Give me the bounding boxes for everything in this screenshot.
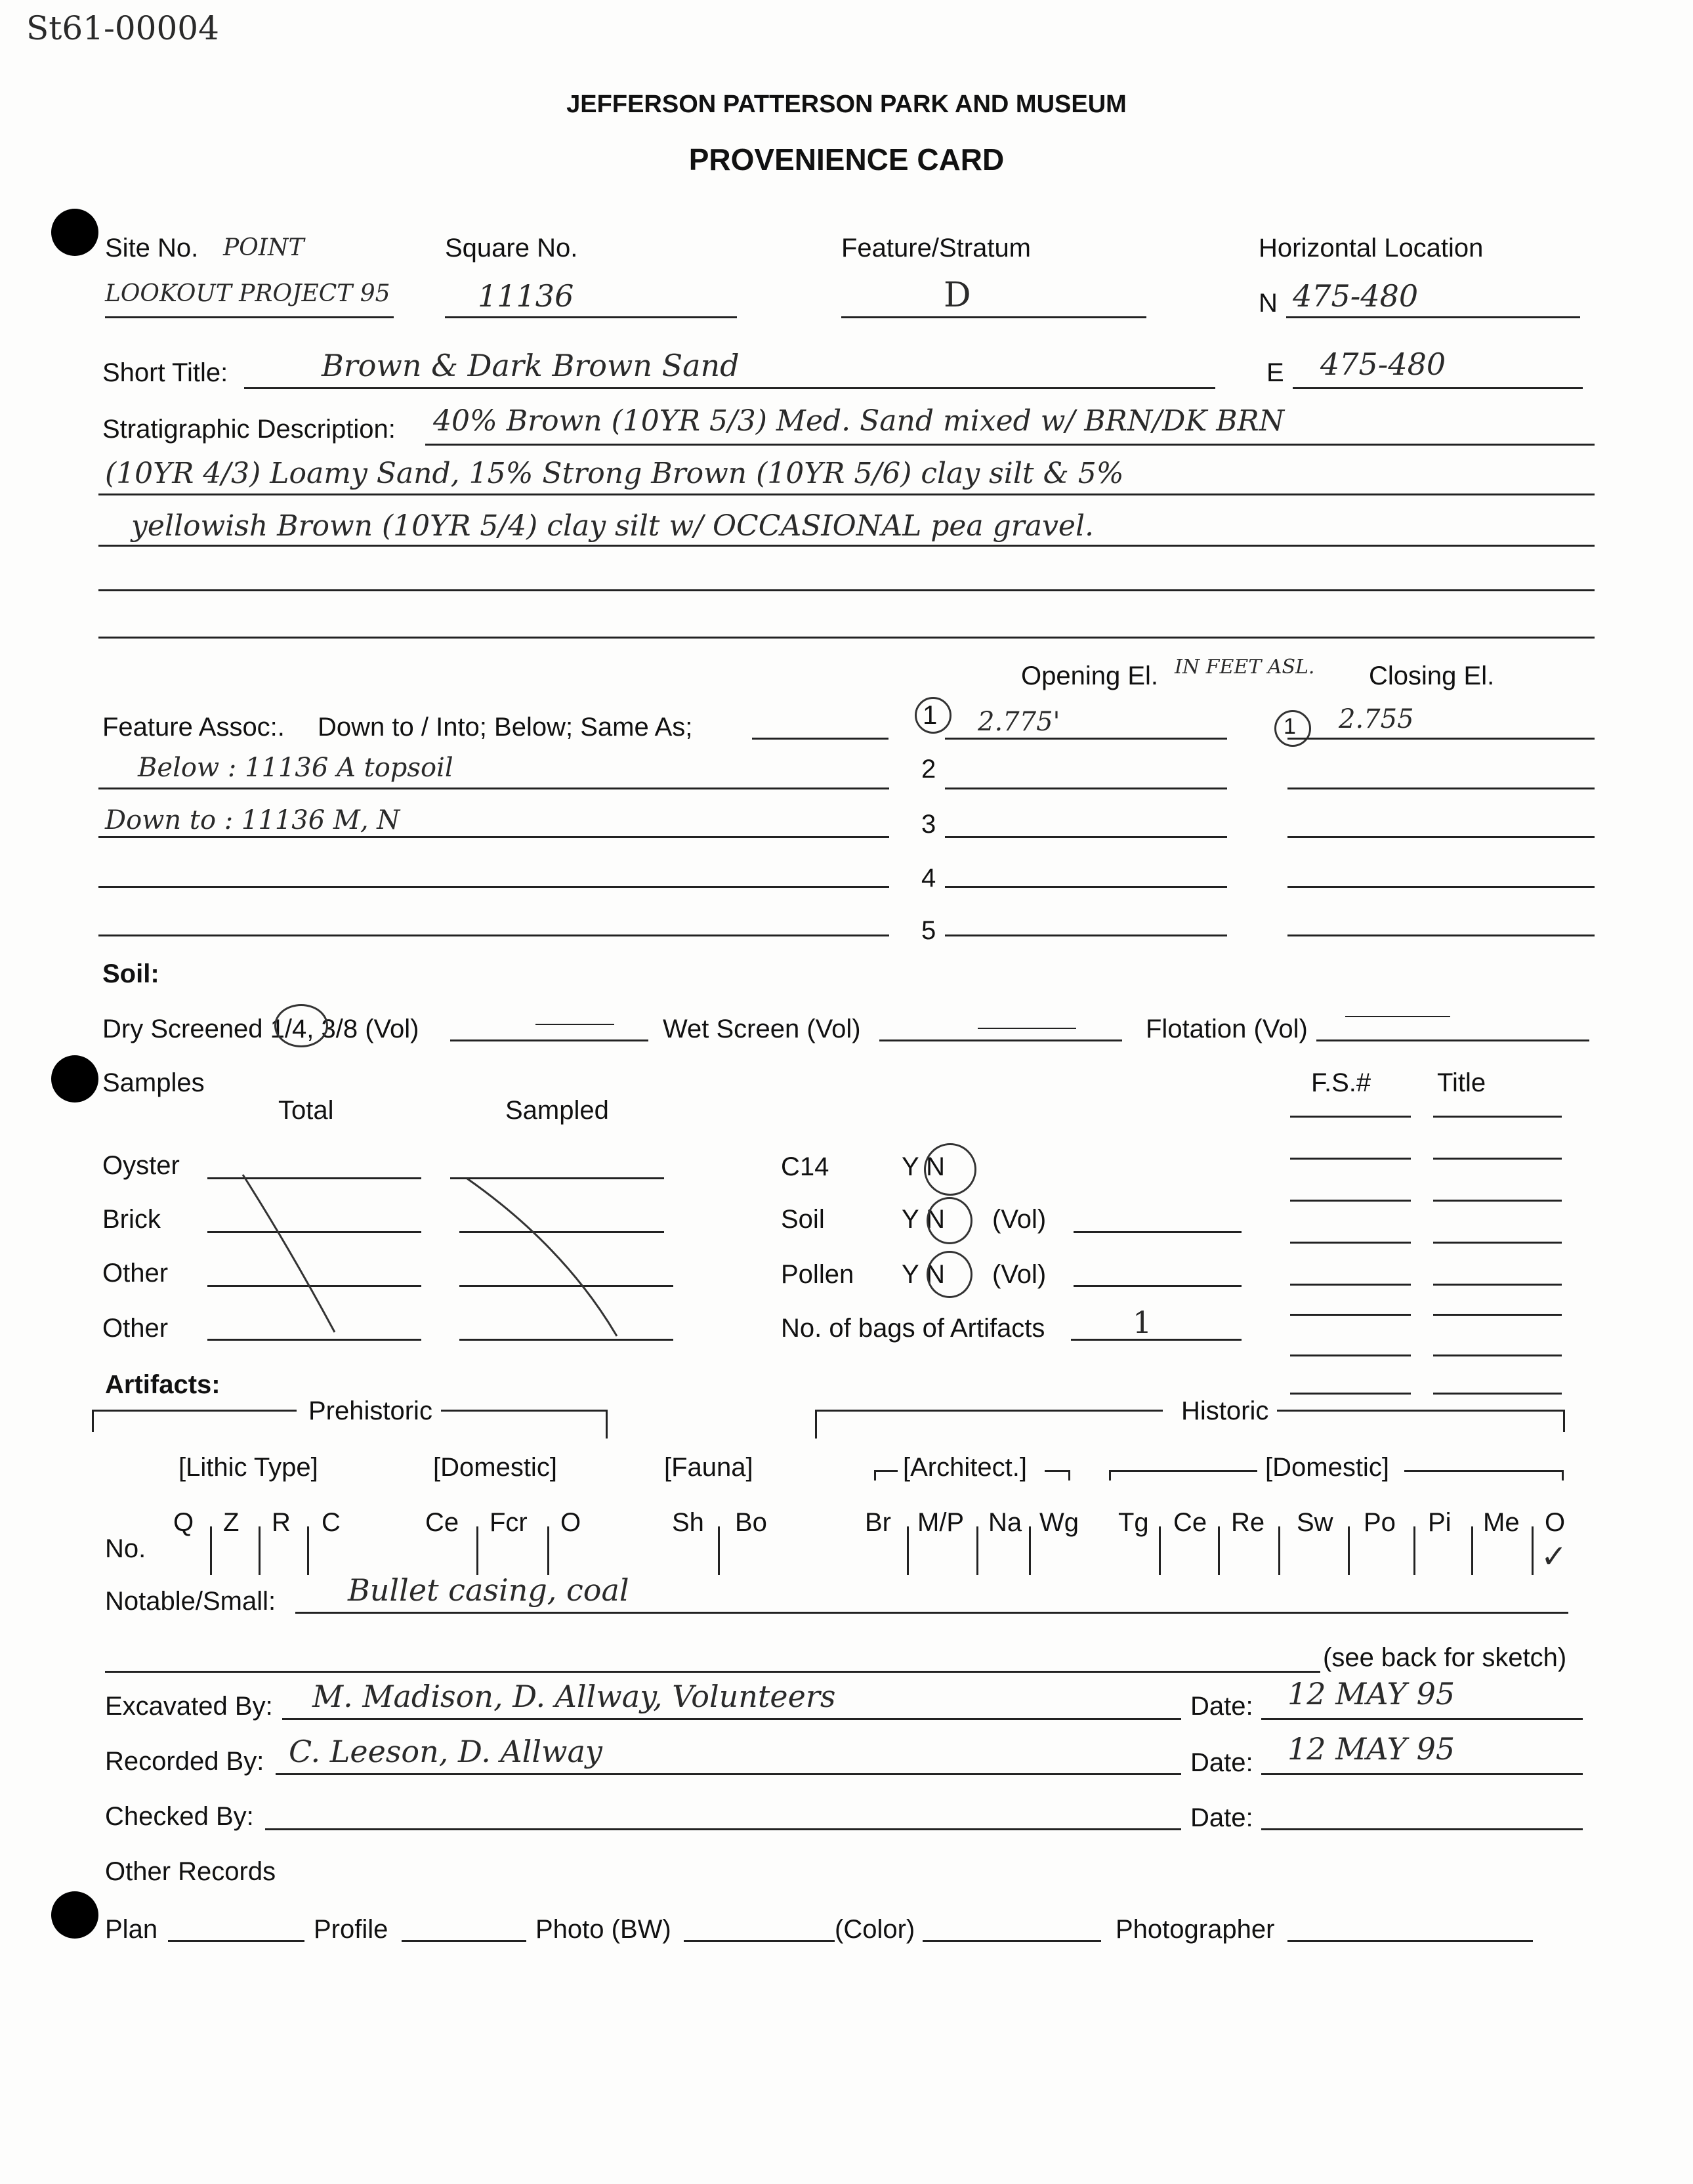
horizontal-label: Horizontal Location <box>1259 234 1484 262</box>
strat-desc-label: Stratigraphic Description: <box>102 415 396 444</box>
bags-label: No. of bags of Artifacts <box>781 1314 1045 1343</box>
corner-id: St61-00004 <box>26 9 219 47</box>
feature-assoc-line-2: Down to : 11136 M, N <box>105 805 400 835</box>
photo-bw-label: Photo (BW) <box>535 1915 671 1944</box>
c14-yn: Y N <box>902 1152 945 1181</box>
recorded-value: C. Leeson, D. Allway <box>289 1734 602 1769</box>
photo-color-label: (Color) <box>835 1915 915 1944</box>
c14-n-circle <box>924 1143 976 1196</box>
samples-total: Total <box>278 1096 334 1125</box>
artifact-no-label: No. <box>105 1534 146 1563</box>
o-check-mark: ✓ <box>1541 1538 1568 1575</box>
closing-number-1: 1 <box>1284 714 1296 739</box>
elevation-number-4: 4 <box>921 864 936 892</box>
artifacts-label: Artifacts: <box>105 1370 220 1399</box>
pollen-label: Pollen <box>781 1260 854 1289</box>
elevation-number-1: 1 <box>923 701 938 730</box>
sample-row-oyster: Oyster <box>102 1151 180 1180</box>
code-ce-pre: Ce <box>425 1508 459 1537</box>
n-label: N <box>1259 289 1278 318</box>
strat-desc-line-1: 40% Brown (10YR 5/3) Med. Sand mixed w/ BRN/DK BRN <box>433 404 1285 438</box>
code-tg: Tg <box>1118 1508 1149 1537</box>
site-value-1: POINT <box>223 234 304 261</box>
c14-label: C14 <box>781 1152 829 1181</box>
historic-label: Historic <box>1181 1396 1269 1425</box>
code-wg: Wg <box>1039 1508 1079 1537</box>
strat-desc-line-3: yellowish Brown (10YR 5/4) clay silt w/ OCCASIONAL pea gravel. <box>131 509 1095 543</box>
feature-stratum-label: Feature/Stratum <box>841 234 1032 262</box>
lithic-type-label: [Lithic Type] <box>178 1453 318 1482</box>
checked-date-label: Date: <box>1190 1803 1253 1832</box>
site-label: Site No. <box>105 234 199 262</box>
other-records-label: Other Records <box>105 1857 276 1886</box>
pollen-vol: (Vol) <box>992 1260 1047 1289</box>
recorded-date-label: Date: <box>1190 1748 1253 1777</box>
soil-vol: (Vol) <box>992 1205 1047 1234</box>
short-title-value: Brown & Dark Brown Sand <box>322 348 740 383</box>
sample-row-other-1: Other <box>102 1259 169 1288</box>
samples-sampled: Sampled <box>505 1096 609 1125</box>
excavated-label: Excavated By: <box>105 1692 273 1721</box>
code-mp: M/P <box>917 1508 965 1537</box>
excavated-value: M. Madison, D. Allway, Volunteers <box>312 1679 836 1714</box>
feature-assoc-options: Down to / Into; Below; Same As; <box>318 713 693 742</box>
samples-label: Samples <box>102 1068 205 1097</box>
soil-label: Soil: <box>102 959 159 988</box>
sketch-note: (see back for sketch) <box>1323 1643 1567 1672</box>
fs-label: F.S.# <box>1311 1068 1371 1097</box>
elevation-number-5: 5 <box>921 916 936 945</box>
code-br: Br <box>865 1508 891 1537</box>
sample-row-brick: Brick <box>102 1205 161 1234</box>
photographer-label: Photographer <box>1116 1915 1275 1944</box>
feature-assoc-label: Feature Assoc:. <box>102 713 285 742</box>
profile-label: Profile <box>314 1915 388 1944</box>
strat-desc-line-2: (10YR 4/3) Loamy Sand, 15% Strong Brown (10YR 5/6) clay silt & 5% <box>105 457 1124 490</box>
fs-title-label: Title <box>1437 1068 1486 1097</box>
fauna-label: [Fauna] <box>664 1453 753 1482</box>
code-c: C <box>322 1508 341 1537</box>
n-value: 475-480 <box>1293 278 1419 314</box>
domestic-pre-label: [Domestic] <box>433 1453 557 1482</box>
org-title: JEFFERSON PATTERSON PARK AND MUSEUM <box>566 91 1127 118</box>
excavated-date: 12 MAY 95 <box>1287 1676 1455 1712</box>
code-o-pre: O <box>560 1508 581 1537</box>
recorded-date: 12 MAY 95 <box>1287 1731 1455 1767</box>
notable-value: Bullet casing, coal <box>348 1572 629 1608</box>
e-label: E <box>1266 358 1284 387</box>
code-r: R <box>272 1508 291 1537</box>
code-o-hist: O <box>1545 1508 1566 1537</box>
code-sh: Sh <box>672 1508 704 1537</box>
e-value: 475-480 <box>1320 346 1446 382</box>
code-re: Re <box>1231 1508 1265 1537</box>
architect-label: [Architect.] <box>903 1453 1027 1482</box>
excavated-date-label: Date: <box>1190 1692 1253 1721</box>
notable-label: Notable/Small: <box>105 1587 276 1616</box>
code-sw: Sw <box>1297 1508 1333 1537</box>
bags-value: 1 <box>1133 1305 1152 1340</box>
code-po: Po <box>1364 1508 1396 1537</box>
code-bo: Bo <box>735 1508 767 1537</box>
short-title-label: Short Title: <box>102 358 228 387</box>
opening-el-label: Opening El. <box>1021 662 1159 690</box>
elevation-number-2: 2 <box>921 755 936 784</box>
soil-sample-label: Soil <box>781 1205 825 1234</box>
site-value-2: LOOKOUT PROJECT 95 <box>105 280 390 307</box>
code-na: Na <box>988 1508 1022 1537</box>
code-z: Z <box>223 1508 240 1537</box>
checked-label: Checked By: <box>105 1802 254 1831</box>
closing-el-1: 2.755 <box>1339 704 1414 734</box>
dry-screened-label: Dry Screened 1/4, 3/8 (Vol) <box>102 1015 419 1043</box>
code-ce-hist: Ce <box>1173 1508 1207 1537</box>
code-me: Me <box>1483 1508 1520 1537</box>
recorded-label: Recorded By: <box>105 1747 264 1776</box>
code-pi: Pi <box>1428 1508 1452 1537</box>
pollen-n-circle <box>927 1251 972 1298</box>
feature-stratum-value: D <box>944 276 971 315</box>
prehistoric-label: Prehistoric <box>308 1396 432 1425</box>
sample-row-other-2: Other <box>102 1314 169 1343</box>
code-q: Q <box>173 1508 194 1537</box>
code-fcr: Fcr <box>490 1508 528 1537</box>
domestic-hist-label: [Domestic] <box>1265 1453 1389 1482</box>
opening-el-1: 2.775' <box>978 707 1060 737</box>
square-label: Square No. <box>445 234 578 262</box>
wet-screen-label: Wet Screen (Vol) <box>663 1015 861 1043</box>
opening-el-note: IN FEET ASL. <box>1175 656 1315 679</box>
elevation-number-3: 3 <box>921 810 936 839</box>
square-value: 11136 <box>478 278 574 314</box>
flotation-label: Flotation (Vol) <box>1146 1015 1308 1043</box>
plan-label: Plan <box>105 1915 158 1944</box>
feature-assoc-line-1: Below : 11136 A topsoil <box>138 753 453 783</box>
soil-yn: Y N <box>902 1205 945 1234</box>
soil-n-circle <box>927 1197 972 1244</box>
pollen-yn: Y N <box>902 1260 945 1289</box>
card-title: PROVENIENCE CARD <box>688 142 1005 177</box>
closing-el-label: Closing El. <box>1369 662 1495 690</box>
